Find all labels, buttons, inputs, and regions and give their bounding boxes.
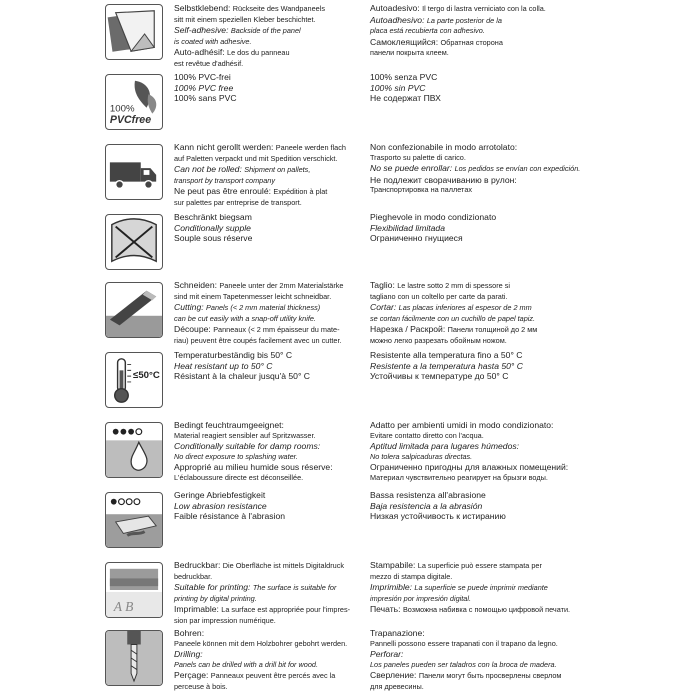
text-lead: Trapanazione:	[370, 628, 425, 638]
text-lead: Non confezionabile in modo arrotolato:	[370, 142, 518, 152]
text-lead: Résistant à la chaleur jusqu'à 50° C	[174, 371, 310, 382]
text-lead: Self-adhesive:	[174, 25, 231, 36]
description-right	[370, 350, 690, 382]
text-lead: Perçage:	[174, 670, 211, 681]
text-line	[370, 280, 690, 292]
text-lead: No se puede enrollar:	[370, 163, 455, 174]
text-line	[370, 649, 690, 660]
text-line	[370, 572, 690, 583]
text-lead: Не содержат ПВХ	[370, 93, 441, 104]
text-lead: placa está recubierta con adhesivo.	[370, 26, 485, 36]
text-line	[174, 212, 364, 223]
svg-text:PVCfree: PVCfree	[109, 114, 152, 127]
text-line	[370, 233, 690, 244]
text-rest: La superficie può essere stampata per	[417, 561, 542, 570]
text-line	[174, 233, 364, 244]
text-lead: No tolera salpicaduras directas.	[370, 451, 473, 461]
text-line	[370, 628, 690, 639]
text-rest: Le lastre sotto 2 mm di spessore si	[397, 281, 510, 290]
text-lead: L'éclaboussure directe est déconseillée.	[174, 472, 304, 482]
text-lead: Kann nicht gerollt werden:	[174, 142, 276, 152]
text-lead: Нарезка / Раскрой:	[370, 324, 448, 335]
text-line	[174, 594, 364, 605]
text-line	[370, 153, 690, 164]
description-right	[370, 490, 690, 522]
description-right	[370, 280, 690, 347]
text-rest: Rückseite des Wandpaneels	[232, 4, 325, 13]
text-lead: Bassa resistenza all'abrasione	[370, 490, 486, 500]
text-lead: is coated with adhesive.	[174, 36, 252, 46]
text-line	[370, 473, 690, 484]
text-line	[174, 47, 364, 59]
water-drop-icon	[105, 422, 163, 478]
text-lead: Сверление:	[370, 670, 419, 681]
text-line	[174, 350, 364, 361]
text-line	[174, 25, 364, 37]
text-lead: Temperaturbeständig bis 50° C	[174, 350, 293, 360]
description-right	[370, 212, 690, 244]
text-lead: Paneele können mit dem Holzbohrer gebohrt werden.	[174, 638, 348, 648]
text-line	[174, 660, 364, 671]
text-lead: Aptitud limitada para lugares húmedos:	[370, 441, 520, 452]
text-line	[174, 59, 364, 70]
text-line	[174, 15, 364, 26]
description-right	[370, 3, 690, 59]
bend-icon	[105, 214, 163, 270]
text-lead: Souple sous réserve	[174, 233, 253, 244]
text-lead: для древесины.	[370, 681, 424, 691]
text-line	[174, 164, 364, 176]
text-line	[174, 560, 364, 572]
text-lead: Resistente alla temperatura fino a 50° C	[370, 350, 523, 360]
text-lead: Découpe:	[174, 324, 214, 335]
description-left	[174, 490, 364, 522]
text-line	[370, 582, 690, 594]
text-line	[174, 420, 364, 431]
text-line	[174, 302, 364, 314]
text-line	[174, 93, 364, 104]
description-left	[174, 628, 364, 693]
text-line	[174, 3, 364, 15]
text-lead: Материал чувствительно реагирует на брызги воды.	[370, 472, 548, 482]
text-line	[174, 490, 364, 501]
print-roller-icon	[105, 562, 163, 618]
text-lead: Bohren:	[174, 628, 205, 638]
description-right	[370, 628, 690, 693]
text-rest: Обратная сторона	[440, 37, 503, 47]
text-lead: Selbstklebend:	[174, 3, 233, 13]
text-lead: auf Paletten verpackt und mit Spedition verschickt.	[174, 153, 338, 163]
text-line	[174, 154, 364, 165]
text-lead: панели покрыта клеем.	[370, 48, 449, 58]
text-line	[370, 212, 690, 223]
text-lead: Autoadhesivo:	[370, 14, 427, 25]
text-line	[370, 185, 690, 196]
text-lead: Trasporto su palette di carico.	[370, 152, 466, 162]
text-lead: Pannelli possono essere trapanati con il trapano da legno.	[370, 638, 558, 648]
text-lead: Schneiden:	[174, 280, 220, 290]
text-line	[370, 431, 690, 442]
text-rest: La parte posterior de la	[426, 15, 502, 25]
text-lead: se cortan fácilmente con un cuchillo de papel tapiz.	[370, 313, 536, 323]
text-line	[174, 582, 364, 594]
text-rest: Las placas inferiores al espesor de 2 mm	[398, 303, 532, 313]
text-line	[370, 350, 690, 361]
text-rest: Die Oberfläche ist mittels Digitaldruck	[222, 561, 344, 570]
text-line	[370, 292, 690, 303]
text-rest: Expédition à plat	[273, 187, 328, 197]
text-rest: Панели толщиной до 2 мм	[447, 325, 538, 335]
text-lead: mezzo di stampa digitale.	[370, 571, 453, 581]
text-rest: Paneele werden flach	[275, 143, 346, 152]
text-line	[370, 501, 690, 512]
text-rest: Shipment on pallets,	[244, 165, 311, 175]
text-rest: Panneaux peuvent être percés avec la	[210, 671, 336, 681]
text-lead: Faible résistance à l'abrasion	[174, 511, 286, 522]
text-line	[370, 72, 690, 83]
text-lead: Autoadesivo:	[370, 3, 423, 13]
text-rest: La superficie se puede imprimir mediante	[414, 583, 548, 593]
description-right	[370, 72, 690, 104]
text-lead: Evitare contatto diretto con l'acqua.	[370, 430, 484, 440]
text-line	[370, 462, 690, 473]
text-line	[370, 604, 690, 616]
text-line	[370, 223, 690, 234]
text-lead: No direct exposure to splashing water.	[174, 451, 298, 461]
text-rest: Los pedidos se envían con expedición.	[454, 164, 581, 174]
text-lead: Самоклеящийся:	[370, 36, 441, 47]
text-line	[174, 649, 364, 660]
text-lead: Geringe Abriebfestigkeit	[174, 490, 266, 500]
text-line	[370, 682, 690, 693]
text-line	[174, 682, 364, 693]
svg-text:A B: A B	[113, 599, 134, 615]
text-lead: Ограниченно гнущиеся	[370, 233, 463, 244]
text-line	[174, 198, 364, 209]
text-line	[370, 452, 690, 463]
text-line	[174, 639, 364, 650]
text-line	[370, 3, 690, 15]
text-line	[174, 371, 364, 382]
text-line	[174, 223, 364, 234]
text-line	[174, 452, 364, 463]
text-lead: Ограниченно пригодны для влажных помещений:	[370, 462, 569, 473]
text-lead: Низкая устойчивость к истиранию	[370, 511, 506, 522]
text-line	[174, 670, 364, 682]
text-rest: Il tergo di lastra verniciato con la colla.	[422, 4, 546, 13]
text-line	[174, 324, 364, 336]
text-rest: La surface est appropriée pour l'impres-	[221, 605, 351, 615]
text-lead: transport by transport company	[174, 175, 275, 185]
text-lead: Печать:	[370, 604, 403, 615]
svg-text:≤50°C: ≤50°C	[133, 370, 160, 382]
text-lead: 100% sans PVC	[174, 93, 237, 104]
text-lead: Beschränkt biegsam	[174, 212, 252, 222]
text-lead: Heat resistant up to 50° C	[174, 360, 273, 371]
text-lead: Cutting:	[174, 302, 207, 313]
text-line	[174, 628, 364, 639]
text-lead: Flexibilidad limitada	[370, 222, 445, 233]
text-line	[370, 639, 690, 650]
text-line	[174, 616, 364, 627]
text-line	[370, 163, 690, 175]
description-left	[174, 72, 364, 104]
text-line	[370, 37, 690, 49]
text-lead: tagliano con un coltello per carte da parati.	[370, 291, 508, 301]
text-rest: Panneaux (< 2 mm épaisseur du mate-	[213, 325, 340, 335]
text-line	[174, 473, 364, 484]
text-line	[174, 83, 364, 94]
description-left	[174, 3, 364, 70]
text-line	[174, 37, 364, 48]
text-line	[370, 314, 690, 325]
text-line	[174, 280, 364, 292]
cutter-icon	[105, 282, 163, 338]
description-right	[370, 142, 690, 196]
text-line	[370, 15, 690, 27]
text-line	[370, 371, 690, 382]
text-lead: sur palettes par entreprise de transport.	[174, 197, 302, 207]
text-lead: printing by digital printing.	[174, 593, 257, 603]
text-lead: Suitable for printing:	[174, 582, 253, 593]
text-lead: Ne peut pas être enroulé:	[174, 186, 274, 197]
text-line	[370, 490, 690, 501]
text-rest: Backside of the panel	[230, 26, 301, 36]
text-lead: Pieghevole in modo condizionato	[370, 212, 497, 222]
text-line	[174, 336, 364, 347]
text-lead: Не подлежит сворачиванию в рулон:	[370, 174, 517, 185]
text-lead: perceuse à bois.	[174, 681, 228, 691]
text-line	[174, 604, 364, 616]
text-line	[174, 72, 364, 83]
text-rest: Возможна набивка с помощью цифровой печати.	[402, 605, 571, 615]
text-line	[370, 441, 690, 452]
truck-icon	[105, 144, 163, 200]
text-line	[174, 176, 364, 187]
text-line	[370, 594, 690, 605]
text-line	[370, 142, 690, 153]
text-line	[174, 292, 364, 303]
pvc-free-icon	[105, 74, 163, 130]
text-lead: Adatto per ambienti umidi in modo condizionato:	[370, 420, 554, 430]
text-lead: 100% senza PVC	[370, 72, 438, 82]
text-line	[370, 324, 690, 336]
abrasion-icon	[105, 492, 163, 548]
text-lead: impresión por impresión digital.	[370, 593, 471, 603]
text-lead: Stampabile:	[370, 560, 418, 570]
text-lead: sind mit einem Tapetenmesser leicht schneidbar.	[174, 291, 332, 301]
text-line	[370, 83, 690, 94]
text-line	[174, 462, 364, 473]
text-line	[370, 48, 690, 59]
text-line	[174, 511, 364, 522]
text-line	[370, 302, 690, 314]
thermometer-icon	[105, 352, 163, 408]
text-lead: 100% sin PVC	[370, 82, 426, 93]
text-rest: Panels (< 2 mm material thickness)	[206, 303, 321, 313]
text-line	[174, 142, 364, 154]
text-lead: riau) peuvent être coupés facilement avec un cutter.	[174, 335, 342, 345]
description-left	[174, 280, 364, 347]
description-left	[174, 420, 364, 484]
text-line	[370, 336, 690, 347]
text-lead: Bedruckbar:	[174, 560, 223, 570]
text-line	[370, 660, 690, 671]
drill-icon	[105, 630, 163, 686]
text-line	[370, 420, 690, 431]
text-line	[174, 361, 364, 372]
text-lead: Taglio:	[370, 280, 398, 290]
text-lead: Транспортировка на паллетах	[370, 185, 473, 195]
description-left	[174, 560, 364, 627]
text-lead: можно легко разрезать обойным ножом.	[370, 335, 507, 345]
text-lead: Устойчивы к температуре до 50° C	[370, 371, 509, 382]
text-line	[370, 361, 690, 372]
text-line	[174, 501, 364, 512]
adhesive-sheet-icon	[105, 4, 163, 60]
text-rest: Paneele unter der 2mm Materialstärke	[219, 281, 344, 290]
text-rest: The surface is suitable for	[252, 583, 337, 593]
text-lead: sitt mit einem speziellen Kleber beschichtet.	[174, 14, 316, 24]
description-left	[174, 212, 364, 244]
text-line	[370, 175, 690, 186]
text-lead: Can not be rolled:	[174, 164, 245, 175]
text-lead: Imprimible:	[370, 582, 415, 593]
text-rest: Le dos du panneau	[227, 48, 290, 58]
text-lead: Auto-adhésif:	[174, 47, 228, 58]
text-lead: Panels can be drilled with a drill bit for wood.	[174, 659, 318, 669]
text-lead: Low abrasion resistance	[174, 500, 267, 511]
text-lead: Imprimable:	[174, 604, 222, 615]
text-lead: Conditionally supple	[174, 222, 251, 233]
text-line	[370, 511, 690, 522]
text-line	[174, 314, 364, 325]
text-lead: Perforar:	[370, 649, 404, 660]
text-lead: can be cut easily with a snap-off utility knife.	[174, 313, 316, 323]
text-lead: 100% PVC-frei	[174, 72, 231, 82]
text-line	[174, 431, 364, 442]
text-line	[174, 441, 364, 452]
text-lead: Drilling:	[174, 649, 203, 660]
text-lead: 100% PVC free	[174, 82, 234, 93]
svg-text:100%: 100%	[109, 103, 135, 115]
text-lead: bedruckbar.	[174, 571, 213, 581]
text-rest: Панели могут быть просверлены сверлом	[418, 671, 562, 681]
description-left	[174, 142, 364, 209]
text-lead: est revêtue d'adhésif.	[174, 58, 244, 68]
text-lead: Los paneles pueden ser taladros con la broca de madera.	[370, 659, 557, 669]
text-lead: Bedingt feuchtraumgeeignet:	[174, 420, 284, 430]
text-line	[370, 670, 690, 682]
text-line	[370, 560, 690, 572]
text-line	[174, 186, 364, 198]
text-lead: Approprié au milieu humide sous réserve:	[174, 462, 333, 473]
text-lead: Material reagiert sensibler auf Spritzwasser.	[174, 430, 316, 440]
text-lead: Resistente a la temperatura hasta 50° C	[370, 360, 523, 371]
text-lead: sion par impression numérique.	[174, 615, 276, 625]
description-right	[370, 420, 690, 484]
text-lead: Baja resistencia a la abrasión	[370, 500, 483, 511]
text-lead: Cortar:	[370, 302, 399, 313]
text-line	[174, 572, 364, 583]
description-left	[174, 350, 364, 382]
text-line	[370, 93, 690, 104]
text-lead: Conditionally suitable for damp rooms:	[174, 441, 321, 452]
description-right	[370, 560, 690, 616]
text-line	[370, 26, 690, 37]
